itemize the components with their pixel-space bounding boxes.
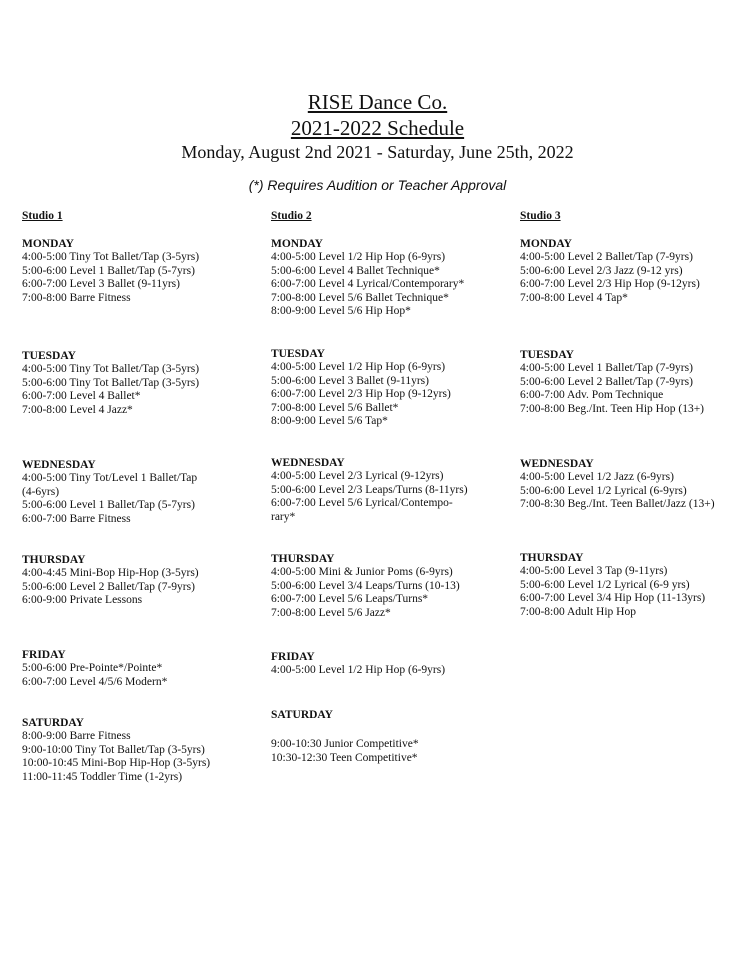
day-heading: WEDNESDAY	[520, 458, 594, 470]
class-entry: 4:00-5:00 Level 2/3 Lyrical (9-12yrs)	[271, 470, 444, 482]
class-entry: 4:00-5:00 Level 3 Tap (9-11yrs)	[520, 565, 668, 577]
day-block-wednesday	[22, 458, 262, 526]
class-entry: 8:00-9:00 Level 5/6 Hip Hop*	[271, 305, 411, 318]
day-heading: THURSDAY	[22, 554, 86, 566]
day-block-friday	[22, 648, 262, 689]
class-entry: 6:00-7:00 Level 3/4 Hip Hop (11-13yrs)	[520, 592, 706, 605]
class-entry: 7:00-8:00 Level 4 Jazz*	[22, 403, 133, 416]
class-entry: 5:00-6:00 Level 3/4 Leaps/Turns (10-13)	[271, 579, 460, 592]
class-entry: 4:00-5:00 Level 1 Ballet/Tap (7-9yrs)	[520, 362, 693, 374]
class-entry: 6:00-7:00 Adv. Pom Technique	[520, 389, 664, 402]
class-entry: 4:00-5:00 Level 2 Ballet/Tap (7-9yrs)	[520, 251, 693, 263]
class-entry: 5:00-6:00 Level 1/2 Lyrical (6-9 yrs)	[520, 578, 690, 591]
studio-column-3	[520, 0, 755, 977]
class-entry	[271, 722, 511, 738]
class-entry: 10:30-12:30 Teen Competitive*	[271, 751, 418, 764]
class-entry: 4:00-5:00 Tiny Tot Ballet/Tap (3-5yrs)	[22, 251, 200, 263]
day-heading: TUESDAY	[22, 350, 76, 362]
class-entry: 8:00-9:00 Level 5/6 Tap*	[271, 415, 388, 428]
class-entry: 6:00-7:00 Barre Fitness	[22, 512, 131, 525]
class-entry: 6:00-7:00 Level 3 Ballet (9-11yrs)	[22, 278, 180, 291]
class-entry: 7:00-8:00 Barre Fitness	[22, 291, 131, 304]
day-heading: THURSDAY	[271, 553, 335, 565]
class-entry: 4:00-5:00 Level 1/2 Jazz (6-9yrs)	[520, 471, 674, 483]
class-entry: 7:00-8:00 Beg./Int. Teen Hip Hop (13+)	[520, 402, 705, 415]
class-entry: 6:00-7:00 Level 5/6 Leaps/Turns*	[271, 593, 429, 606]
day-block-monday	[271, 237, 511, 319]
day-block-tuesday	[520, 348, 755, 416]
class-entry: 9:00-10:30 Junior Competitive*	[271, 738, 419, 750]
day-heading: TUESDAY	[520, 349, 574, 361]
class-entry: 7:00-8:00 Level 5/6 Jazz*	[271, 606, 391, 619]
class-entry: 4:00-4:45 Mini-Bop Hip-Hop (3-5yrs)	[22, 567, 199, 579]
class-entry: 7:00-8:00 Level 5/6 Ballet*	[271, 401, 399, 414]
class-entry: 5:00-6:00 Level 1 Ballet/Tap (5-7yrs)	[22, 264, 195, 277]
studio-heading: Studio 2	[271, 210, 312, 222]
day-block-tuesday	[22, 349, 262, 417]
class-entry: 4:00-5:00 Level 1/2 Hip Hop (6-9yrs)	[271, 251, 446, 263]
page-title: RISE Dance Co.	[307, 90, 448, 114]
schedule-subtitle: 2021-2022 Schedule	[290, 116, 465, 140]
class-entry: 8:00-9:00 Barre Fitness	[22, 730, 131, 742]
class-entry: 6:00-7:00 Level 4 Lyrical/Contemporary*	[271, 278, 465, 291]
studio-column-1	[22, 0, 262, 977]
day-block-wednesday	[520, 457, 755, 512]
studio-heading: Studio 3	[520, 210, 561, 222]
class-entry: 4:00-5:00 Level 1/2 Hip Hop (6-9yrs)	[271, 361, 446, 373]
class-entry: 10:00-10:45 Mini-Bop Hip-Hop (3-5yrs)	[22, 757, 211, 770]
class-entry: 7:00-8:00 Level 5/6 Ballet Technique*	[271, 291, 449, 304]
day-heading: MONDAY	[520, 238, 572, 250]
class-entry: 7:00-8:30 Beg./Int. Teen Ballet/Jazz (13+)	[520, 498, 715, 511]
day-heading: FRIDAY	[271, 651, 315, 663]
day-block-saturday	[22, 716, 262, 784]
day-heading: THURSDAY	[520, 552, 584, 564]
class-entry: rary*	[271, 510, 296, 523]
day-block-wednesday	[271, 456, 511, 524]
day-block-monday	[520, 237, 755, 305]
class-entry: 5:00-6:00 Level 2/3 Jazz (9-12 yrs)	[520, 264, 683, 277]
class-entry: 6:00-7:00 Level 2/3 Hip Hop (9-12yrs)	[520, 278, 700, 291]
class-entry: 6:00-7:00 Level 5/6 Lyrical/Contempo-	[271, 497, 453, 510]
class-entry: 5:00-6:00 Tiny Tot Ballet/Tap (3-5yrs)	[22, 376, 200, 389]
audition-note: (*) Requires Audition or Teacher Approval	[248, 177, 507, 193]
class-entry: 5:00-6:00 Level 2 Ballet/Tap (7-9yrs)	[22, 580, 195, 593]
day-heading: FRIDAY	[22, 649, 66, 661]
day-block-saturday	[271, 708, 511, 765]
class-entry: 4:00-5:00 Mini & Junior Poms (6-9yrs)	[271, 566, 453, 578]
day-block-thursday	[271, 552, 511, 620]
class-entry: 5:00-6:00 Level 1 Ballet/Tap (5-7yrs)	[22, 499, 195, 512]
day-heading: MONDAY	[271, 238, 323, 250]
class-entry: 6:00-7:00 Level 4 Ballet*	[22, 390, 141, 403]
day-block-thursday	[22, 553, 262, 608]
day-heading: SATURDAY	[22, 717, 84, 729]
class-entry: 5:00-6:00 Level 2/3 Leaps/Turns (8-11yrs)	[271, 483, 468, 496]
studio-column-2	[271, 0, 511, 977]
day-block-friday	[271, 650, 511, 678]
day-heading: MONDAY	[22, 238, 74, 250]
class-entry: 5:00-6:00 Level 1/2 Lyrical (6-9yrs)	[520, 484, 687, 497]
class-entry: 5:00-6:00 Level 2 Ballet/Tap (7-9yrs)	[520, 375, 693, 388]
day-block-tuesday	[271, 347, 511, 429]
class-entry: 4:00-5:00 Tiny Tot Ballet/Tap (3-5yrs)	[22, 363, 200, 375]
class-entry: 6:00-7:00 Level 2/3 Hip Hop (9-12yrs)	[271, 388, 451, 401]
day-heading: WEDNESDAY	[271, 457, 345, 469]
day-heading: SATURDAY	[271, 709, 333, 721]
class-entry: 7:00-8:00 Level 4 Tap*	[520, 291, 628, 304]
class-entry: 5:00-6:00 Pre-Pointe*/Pointe*	[22, 662, 163, 674]
class-entry: 4:00-5:00 Tiny Tot/Level 1 Ballet/Tap	[22, 472, 198, 484]
day-heading: TUESDAY	[271, 348, 325, 360]
class-entry: 5:00-6:00 Level 3 Ballet (9-11yrs)	[271, 374, 429, 387]
day-heading: WEDNESDAY	[22, 459, 96, 471]
class-entry: 6:00-9:00 Private Lessons	[22, 594, 143, 607]
class-entry: 9:00-10:00 Tiny Tot Ballet/Tap (3-5yrs)	[22, 743, 205, 756]
class-entry: 5:00-6:00 Level 4 Ballet Technique*	[271, 264, 440, 277]
class-entry: 4:00-5:00 Level 1/2 Hip Hop (6-9yrs)	[271, 664, 446, 676]
class-entry: 11:00-11:45 Toddler Time (1-2yrs)	[22, 770, 183, 783]
class-entry: 7:00-8:00 Adult Hip Hop	[520, 605, 636, 618]
day-block-monday	[22, 237, 262, 305]
class-entry: (4-6yrs)	[22, 485, 60, 498]
schedule-dates: Monday, August 2nd 2021 - Saturday, June 25th, 2022	[181, 142, 574, 162]
day-block-thursday	[520, 551, 755, 619]
studio-heading: Studio 1	[22, 210, 63, 222]
class-entry: 6:00-7:00 Level 4/5/6 Modern*	[22, 675, 168, 688]
